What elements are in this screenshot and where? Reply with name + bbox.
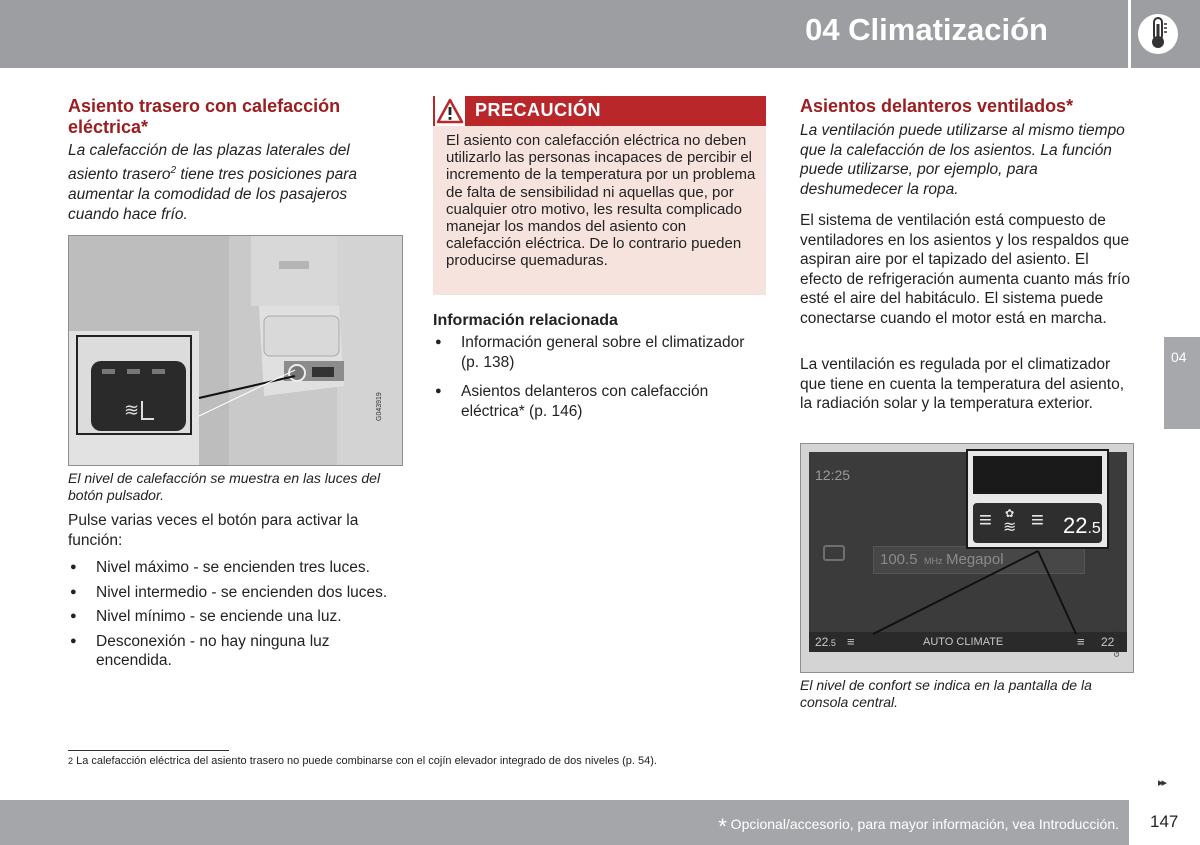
side-tab-label: 04 <box>1171 349 1187 365</box>
rear-seat-intro <box>68 141 388 225</box>
svg-text:≋: ≋ <box>124 400 140 421</box>
page-number: 147 <box>1150 812 1179 831</box>
ventilation-para-2: La ventilación es regulada por el climatizador que tiene en cuenta la temperatura del asiento, la radiación solar y la temperatura exterior. <box>800 356 1125 412</box>
right-temp: 22 <box>1101 635 1115 649</box>
warning-triangle-icon <box>435 96 465 126</box>
auto-climate-label: AUTO CLIMATE <box>923 636 1004 648</box>
left-temp-value: 22 <box>815 635 829 649</box>
image-code: G043919 <box>376 392 383 421</box>
heat-level-list <box>68 558 398 676</box>
related-link[interactable]: ● Información general sobre el climatizador (p. 138) <box>433 333 766 372</box>
thermometer-icon <box>1131 0 1200 68</box>
caution-header <box>433 96 766 126</box>
ventilation-para-1: El sistema de ventilación está compuesto de ventiladores en los asientos y los respaldos que aspiran aire por el tapizado del asiento. El efecto de refrigeración aumenta cuanto más frío esté el aire del habitáculo. El sistema puede conectarse cuando el motor está en marcha. <box>800 212 1130 327</box>
intro-text-2: tiene tres posiciones para aumentar la comodidad de los pasajeros cuando hace frío. <box>68 166 358 224</box>
related-link[interactable]: ● Asientos delanteros con calefacción eléctrica* (p. 146) <box>433 382 766 421</box>
rear-console-illustration <box>69 236 403 466</box>
page-header <box>0 0 1128 68</box>
footnote-divider <box>68 750 229 751</box>
ventilated-seats-intro: La ventilación puede utilizarse al mismo tiempo que la calefacción de los asientos. La función puede utilizarse, por ejemplo, para deshumedecer la ropa. <box>800 122 1125 198</box>
related-info-heading: Información relacionada <box>433 312 618 329</box>
footnote-ref: 2 <box>170 165 177 176</box>
asterisk: * <box>718 814 727 839</box>
ventilated-seats-heading: Asientos delanteros ventilados* <box>800 96 1074 116</box>
center-console-screen-photo <box>800 443 1134 673</box>
page-footer <box>0 800 1129 845</box>
footer-text: Opcional/accesorio, para mayor información, vea Introducción. <box>726 816 1119 832</box>
radio-station: Megapol <box>946 551 1004 568</box>
fan-icon: ✿ <box>1005 508 1015 520</box>
radio-frequency: 100.5 <box>880 551 918 568</box>
rear-seat-heater-photo <box>68 235 403 466</box>
seat-heat-icon: ≋ <box>1003 519 1017 536</box>
intro-text-1: La calefacción de las plazas laterales del asiento trasero <box>68 142 350 184</box>
rear-seat-heading: Asiento trasero con calefacción eléctrica* <box>68 96 341 137</box>
chapter-title: 04 Climatización <box>805 12 1048 47</box>
caution-text: El asiento con calefacción eléctrica no deben utilizarlo las personas incapaces de percibir el incremento de la temperatura por un problema de falta de sensibilidad ni aquellas que, por cualquier otro motivo, les resulta complicado manejar los mandos del asiento con calefacción eléctrica. De lo contrario pueden producirse quemaduras. <box>446 132 756 270</box>
footer-note <box>718 814 1119 840</box>
radio-unit: MHz <box>924 556 943 566</box>
heat-level-icon: ≡ <box>1031 507 1044 532</box>
footnote-mark: 2 <box>68 756 74 766</box>
list-item: ● Nivel máximo - se encienden tres luces. <box>68 558 398 578</box>
image-code: G045231 <box>1114 628 1121 657</box>
rear-seat-instructions: Pulse varias veces el botón para activar la función: <box>68 512 359 549</box>
console-screen-caption: El nivel de confort se indica en la pantalla de la consola central. <box>800 677 1092 710</box>
caution-box <box>433 96 766 295</box>
ventilation-icon: ≡ <box>979 507 992 532</box>
big-temp-decimal: .5 <box>1087 520 1101 537</box>
related-info-list <box>433 333 766 426</box>
list-item: ● Nivel mínimo - se enciende una luz. <box>68 607 398 627</box>
caution-title: PRECAUCIÓN <box>475 100 602 120</box>
left-temp-decimal: .5 <box>828 638 836 648</box>
list-item: ● Nivel intermedio - se encienden dos luces. <box>68 583 398 603</box>
seat-icon-right: ≡ <box>1077 634 1085 649</box>
seat-icon-left: ≡ <box>847 634 855 649</box>
footnote <box>68 755 657 767</box>
big-temp-value: 22 <box>1063 513 1088 538</box>
double-chevron-right-icon: ▸▸ <box>1158 777 1166 789</box>
rear-seat-caption: El nivel de calefacción se muestra en las luces del botón pulsador. <box>68 470 381 503</box>
list-item: ● Desconexión - no hay ninguna luz encendida. <box>68 632 398 671</box>
chapter-side-tab <box>1164 337 1200 429</box>
chapter-icon-box <box>1131 0 1200 68</box>
clock: 12:25 <box>815 467 851 483</box>
zoom-lines <box>801 444 1134 673</box>
footnote-text: La calefacción eléctrica del asiento trasero no puede combinarse con el cojín elevador integrado de dos niveles (p. 54). <box>73 755 657 767</box>
